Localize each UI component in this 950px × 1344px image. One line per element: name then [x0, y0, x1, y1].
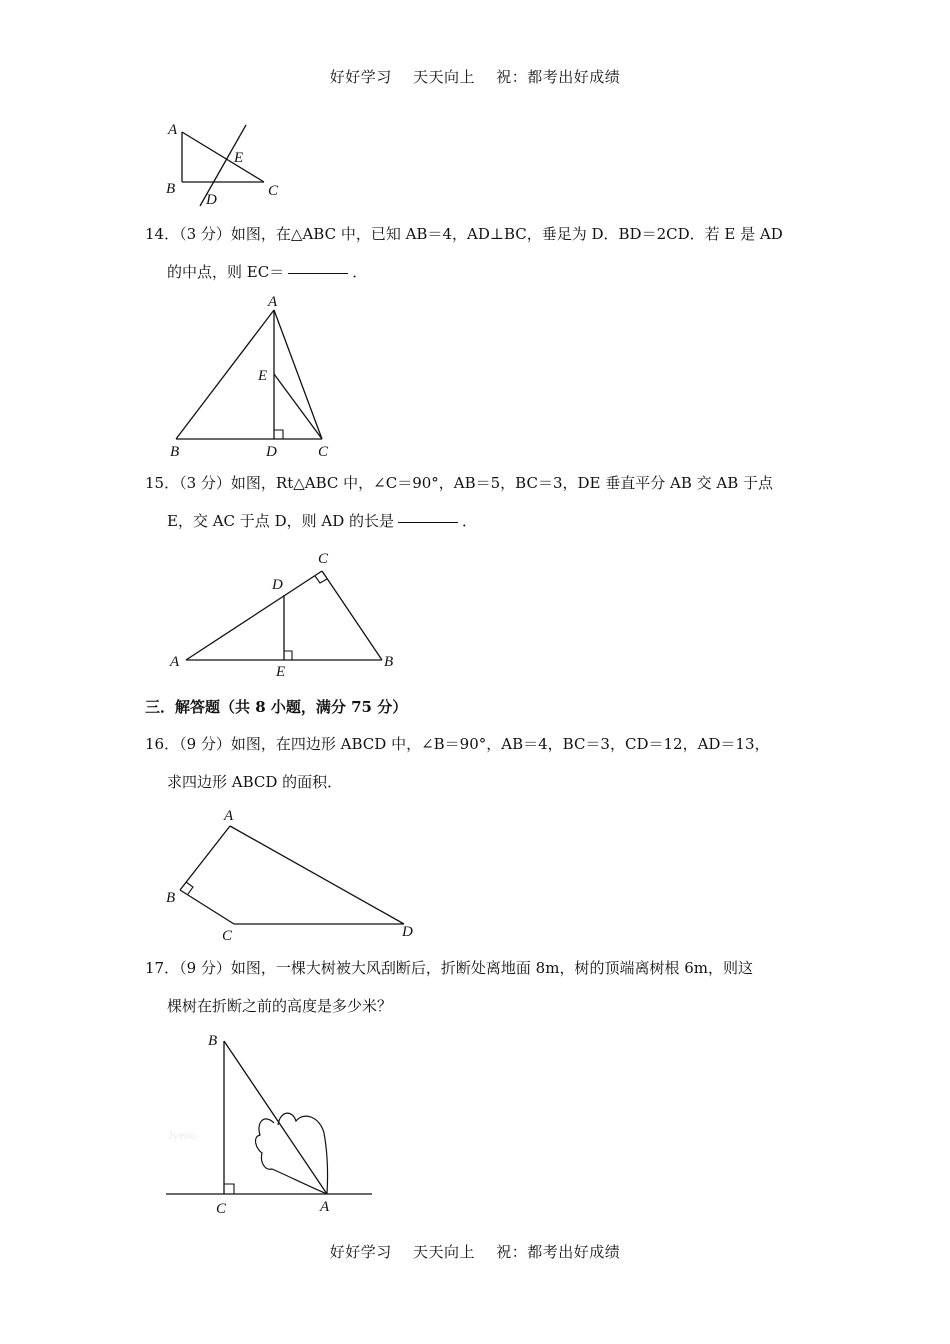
q14-number: 14． — [145, 225, 180, 243]
label-C: C — [216, 1201, 227, 1217]
label-A: A — [168, 122, 178, 138]
question-14 — [145, 215, 825, 291]
label-B: B — [384, 654, 394, 670]
q15-number: 15． — [145, 474, 180, 492]
question-16 — [145, 725, 825, 801]
label-A: A — [170, 654, 180, 670]
q15-text-line2: E，交 AC 于点 D，则 AD 的长是 — [167, 512, 394, 530]
label-B: B — [166, 181, 176, 197]
footer-text-3: 祝：都考出好成绩 — [496, 1243, 621, 1261]
q16-text-line1: 如图，在四边形 ABCD 中，∠B＝90°，AB＝4，BC＝3，CD＝12，AD＝13， — [230, 735, 770, 753]
label-C: C — [318, 551, 329, 567]
label-E: E — [258, 368, 268, 384]
q17-score: （9 分） — [179, 959, 231, 977]
q16-score: （9 分） — [179, 735, 231, 753]
figure-q17 — [160, 1025, 380, 1220]
label-E: E — [234, 150, 244, 166]
header-text-3: 祝：都考出好成绩 — [496, 68, 621, 86]
header-text-1: 好好学习 — [329, 68, 392, 86]
figure-q13 — [160, 118, 290, 210]
q14-score: （3 分） — [179, 225, 231, 243]
label-C: C — [222, 928, 233, 944]
question-15 — [145, 464, 825, 540]
header-text-2: 天天向上 — [412, 68, 475, 86]
q16-number: 16． — [145, 735, 180, 753]
label-A: A — [268, 294, 278, 310]
label-B: B — [208, 1033, 218, 1049]
figure-q15 — [160, 545, 410, 680]
q15-period: ． — [462, 512, 478, 530]
figure-q14 — [160, 290, 350, 465]
label-C: C — [268, 183, 279, 199]
label-A: A — [224, 808, 234, 824]
label-C: C — [318, 444, 329, 460]
label-D: D — [266, 444, 277, 460]
q17-text-line1: 如图，一棵大树被大风刮断后，折断处离地面 8m，树的顶端离树根 6m，则这 — [230, 959, 753, 977]
question-17 — [145, 949, 825, 1025]
section-heading: 三．解答题（共 8 小题，满分 75 分） — [145, 698, 408, 716]
q16-text-line2: 求四边形 ABCD 的面积． — [167, 773, 343, 791]
label-D: D — [402, 924, 413, 940]
q14-text-line2: 的中点，则 EC＝ — [167, 263, 285, 281]
label-B: B — [166, 890, 176, 906]
q17-number: 17． — [145, 959, 180, 977]
label-A: A — [320, 1199, 330, 1215]
page-footer — [0, 1241, 950, 1262]
label-D: D — [206, 192, 217, 208]
label-B: B — [170, 444, 180, 460]
q15-score: （3 分） — [179, 474, 231, 492]
label-D: D — [272, 577, 283, 593]
q14-text-line1: 如图，在△ABC 中，已知 AB＝4，AD⊥BC，垂足为 D．BD＝2CD．若 E 是 AD — [230, 225, 783, 243]
footer-text-1: 好好学习 — [329, 1243, 392, 1261]
answer-blank[interactable] — [398, 521, 458, 523]
answer-blank[interactable] — [288, 272, 348, 274]
watermark: Jyeoo — [168, 1128, 196, 1142]
footer-text-2: 天天向上 — [412, 1243, 475, 1261]
q15-text-line1: 如图，Rt△ABC 中，∠C＝90°，AB＝5，BC＝3，DE 垂直平分 AB 交 AB 于点 — [230, 474, 774, 492]
q17-text-line2: 棵树在折断之前的高度是多少米？ — [167, 997, 393, 1015]
page-header — [0, 66, 950, 87]
label-E: E — [276, 664, 286, 680]
q14-period: ． — [352, 263, 368, 281]
figure-q16 — [160, 802, 430, 947]
